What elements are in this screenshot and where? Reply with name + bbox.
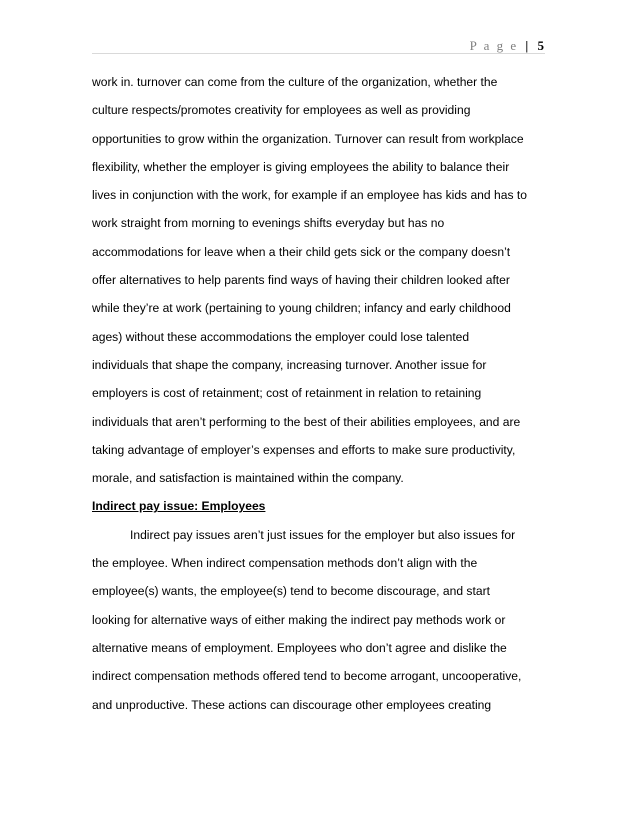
page-label: P a g e	[469, 38, 519, 53]
text-line: employee(s) wants, the employee(s) tend to become discourage, and start	[92, 584, 490, 599]
text-line: Indirect pay issues aren’t just issues for the employer but also issues for	[130, 527, 516, 542]
text-line: ages) without these accommodations the employer could lose talented	[92, 329, 470, 344]
text-line: morale, and satisfaction is maintained within the company.	[92, 471, 404, 486]
body-text	[92, 68, 552, 719]
text-line: alternative means of employment. Employees who don’t agree and dislike the	[92, 640, 507, 655]
text-line: indirect compensation methods offered tend to become arrogant, uncooperative,	[92, 669, 522, 684]
text-line: work in. turnover can come from the culture of the organization, whether the	[92, 75, 498, 89]
header-rule	[92, 53, 545, 54]
text-line: accommodations for leave when a their child gets sick or the company doesn’t	[92, 244, 511, 259]
text-line: lives in conjunction with the work, for example if an employee has kids and has to	[92, 188, 527, 203]
page-header	[470, 38, 544, 54]
text-line: work straight from morning to evenings shifts everyday but has no	[92, 216, 445, 231]
text-line: looking for alternative ways of either making the indirect pay methods work or	[92, 612, 506, 627]
text-line: flexibility, whether the employer is giving employees the ability to balance their	[92, 159, 510, 174]
section-heading: Indirect pay issue: Employees	[92, 499, 266, 514]
text-line: while they’re at work (pertaining to young children; infancy and early childhood	[92, 301, 511, 316]
header-separator: |	[525, 38, 529, 53]
text-line: individuals that shape the company, increasing turnover. Another issue for	[92, 357, 487, 372]
text-line: individuals that aren’t performing to the best of their abilities employees, and are	[92, 414, 521, 429]
text-line: offer alternatives to help parents find ways of having their children looked after	[92, 273, 510, 288]
text-line: and unproductive. These actions can discourage other employees creating	[92, 697, 492, 712]
text-line: opportunities to grow within the organization. Turnover can result from workplace	[92, 131, 524, 146]
text-line: employers is cost of retainment; cost of retainment in relation to retaining	[92, 386, 482, 401]
text-line: taking advantage of employer’s expenses and efforts to make sure productivity,	[92, 442, 516, 457]
text-line: the employee. When indirect compensation methods don’t align with the	[92, 556, 478, 571]
page-number: 5	[537, 38, 544, 53]
text-line: culture respects/promotes creativity for employees as well as providing	[92, 103, 471, 118]
